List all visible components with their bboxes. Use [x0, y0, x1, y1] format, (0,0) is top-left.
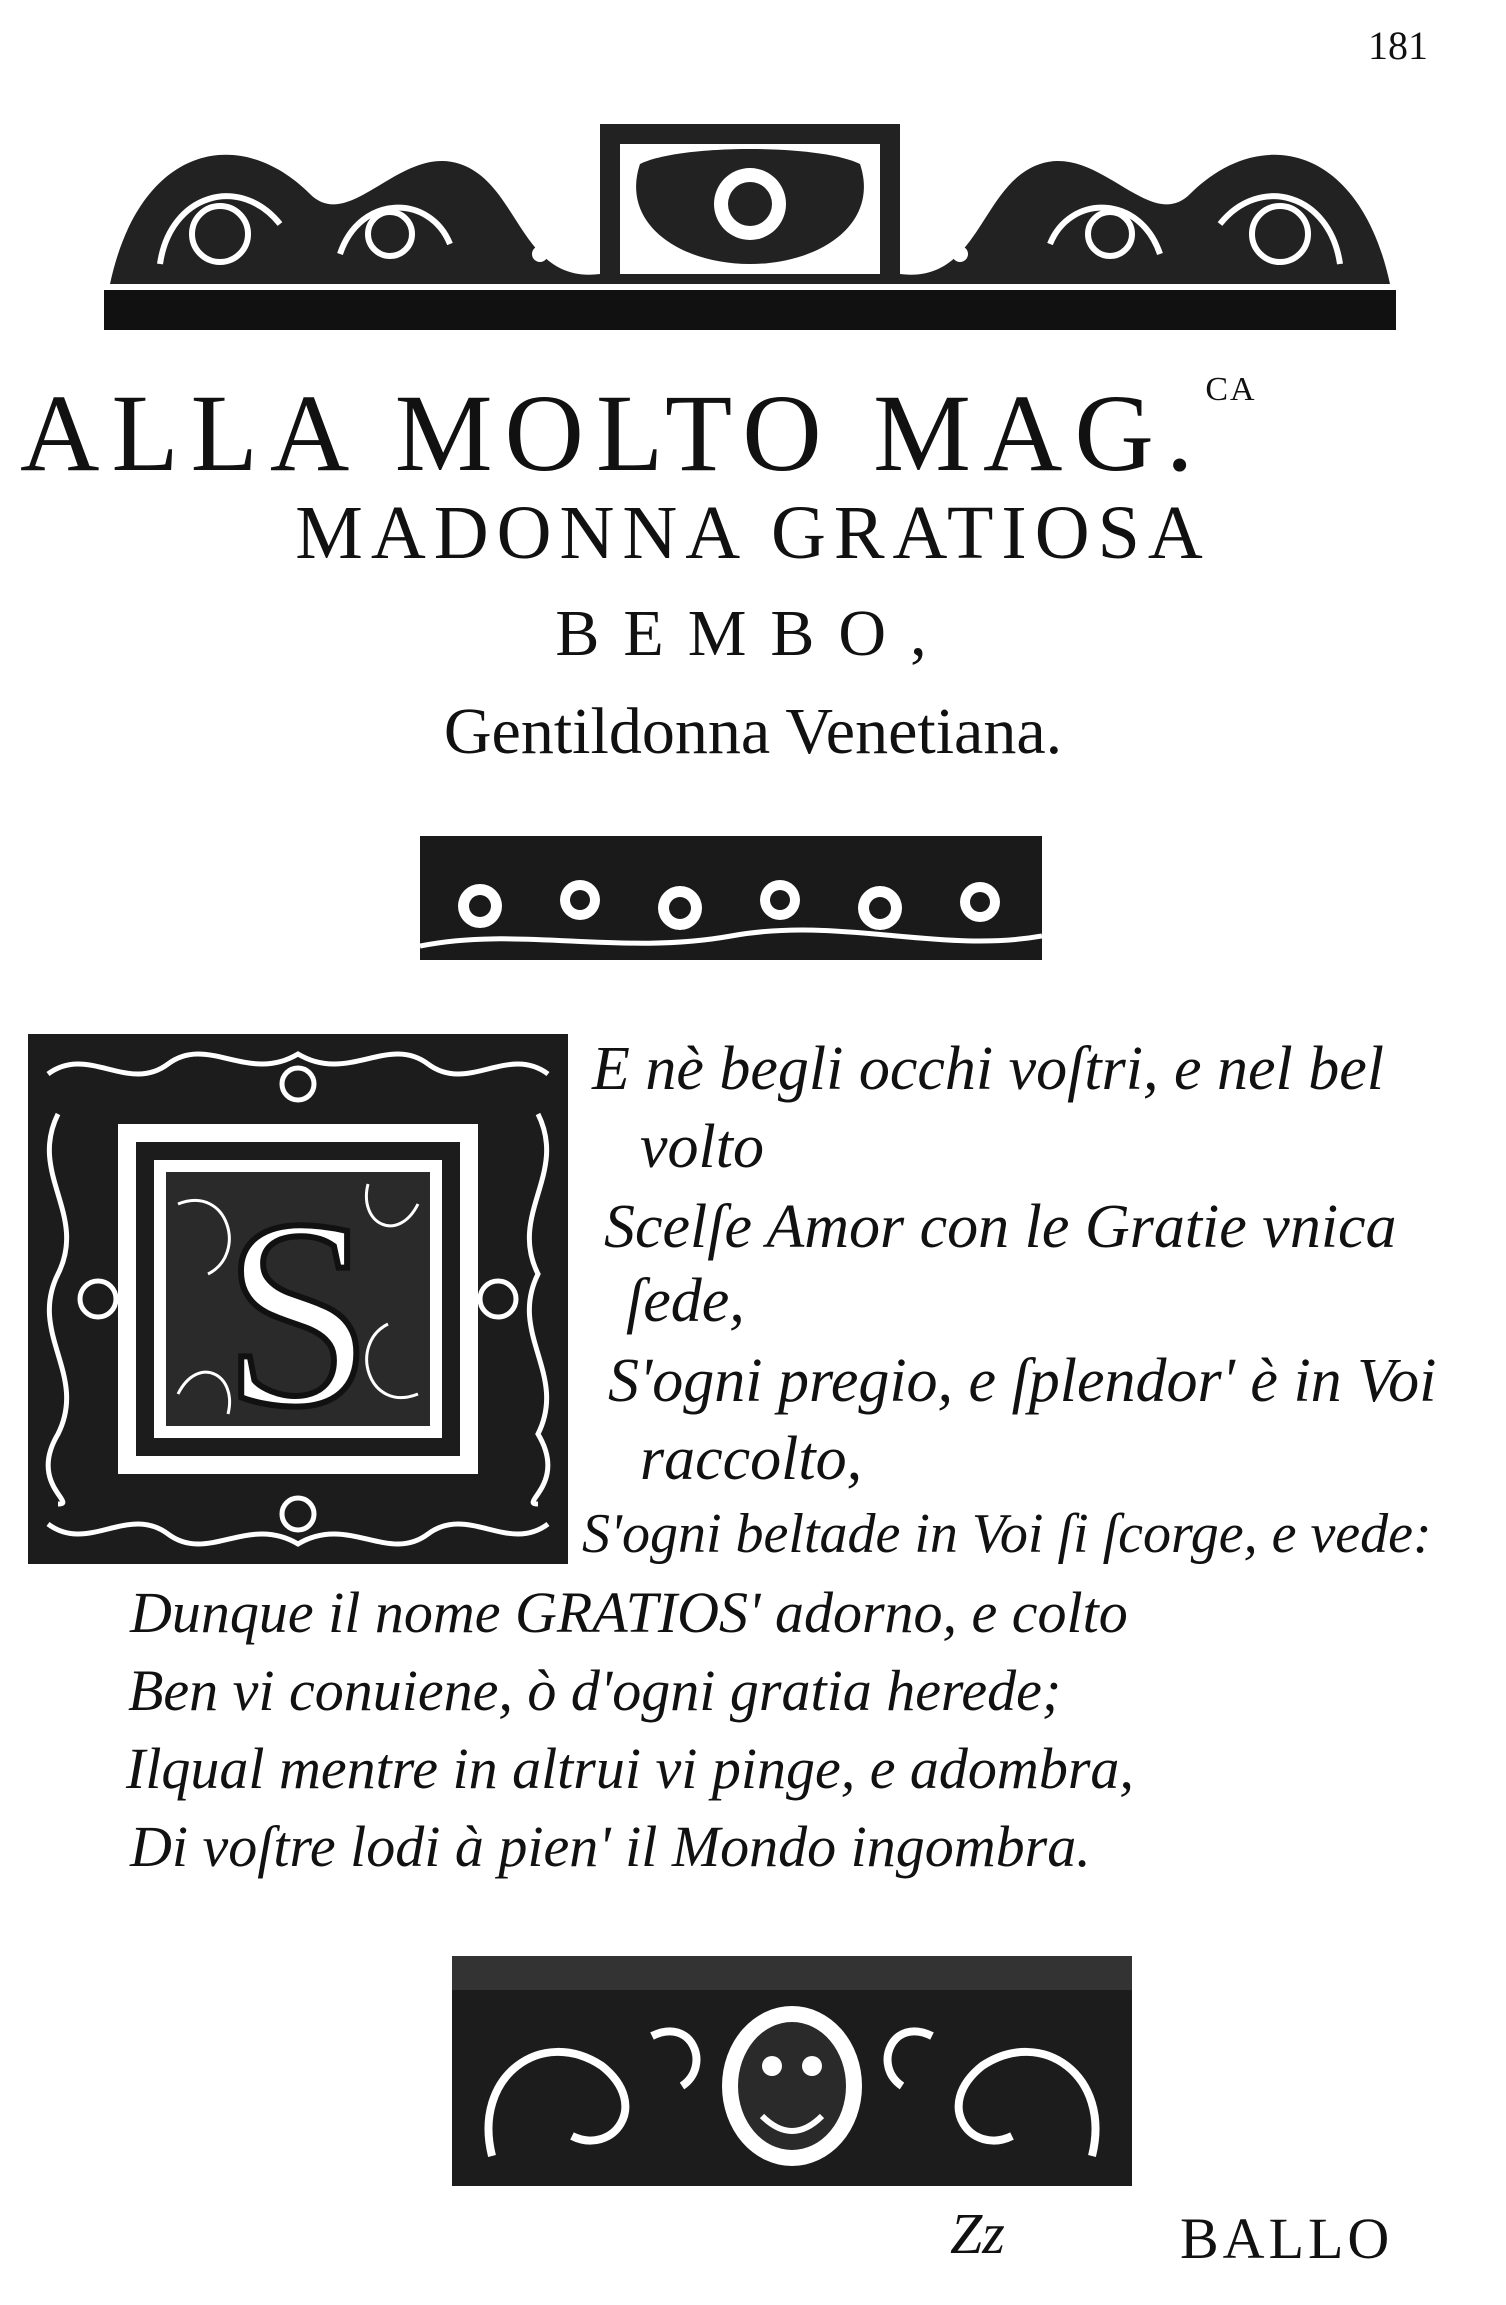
title-line-1-text: ALLA MOLTO MAG. — [20, 372, 1206, 494]
poem-line-8: Dunque il nome GRATIOS' adorno, e colto — [130, 1580, 1128, 1645]
headpiece-ornament — [100, 84, 1400, 354]
poem-line-10: Ilqual mentre in altrui vi pinge, e adombra, — [126, 1736, 1134, 1801]
poem-line-11: Di voſtre lodi à pien' il Mondo ingombra. — [130, 1814, 1091, 1879]
initial-letter: S — [222, 1164, 374, 1463]
tailpiece-ornament — [452, 1956, 1132, 2186]
title-line-4: Gentildonna Venetiana. — [443, 695, 1063, 768]
title-line-3: BEMBO, — [555, 597, 951, 670]
poem-line-7: S'ogni beltade in Voi ſi ſcorge, e vede: — [582, 1503, 1432, 1565]
poem-line-5: S'ogni pregio, e ſplendor' è in Voi — [608, 1347, 1437, 1415]
poem-line-4: ſede, — [626, 1267, 745, 1335]
title-line-1 — [20, 370, 1490, 497]
decorated-initial-block — [28, 1034, 568, 1564]
page-number: 181 — [1368, 23, 1428, 68]
poem-line-6: raccolto, — [640, 1425, 863, 1493]
poem-line-2: volto — [640, 1113, 764, 1181]
catchword: BALLO — [1180, 2206, 1394, 2271]
poem-line-1: E nè begli occhi voſtri, e nel bel — [592, 1035, 1384, 1103]
poem-line-3: Scelſe Amor con le Gratie vnica — [604, 1193, 1397, 1261]
title-line-1-superscript: CA — [1205, 371, 1257, 408]
band-ornament — [420, 836, 1042, 960]
title-line-2: MADONNA GRATIOSA — [295, 491, 1211, 575]
signature-mark: Zz — [950, 2201, 1005, 2266]
poem-line-9: Ben vi conuiene, ò d'ogni gratia herede; — [128, 1658, 1062, 1723]
